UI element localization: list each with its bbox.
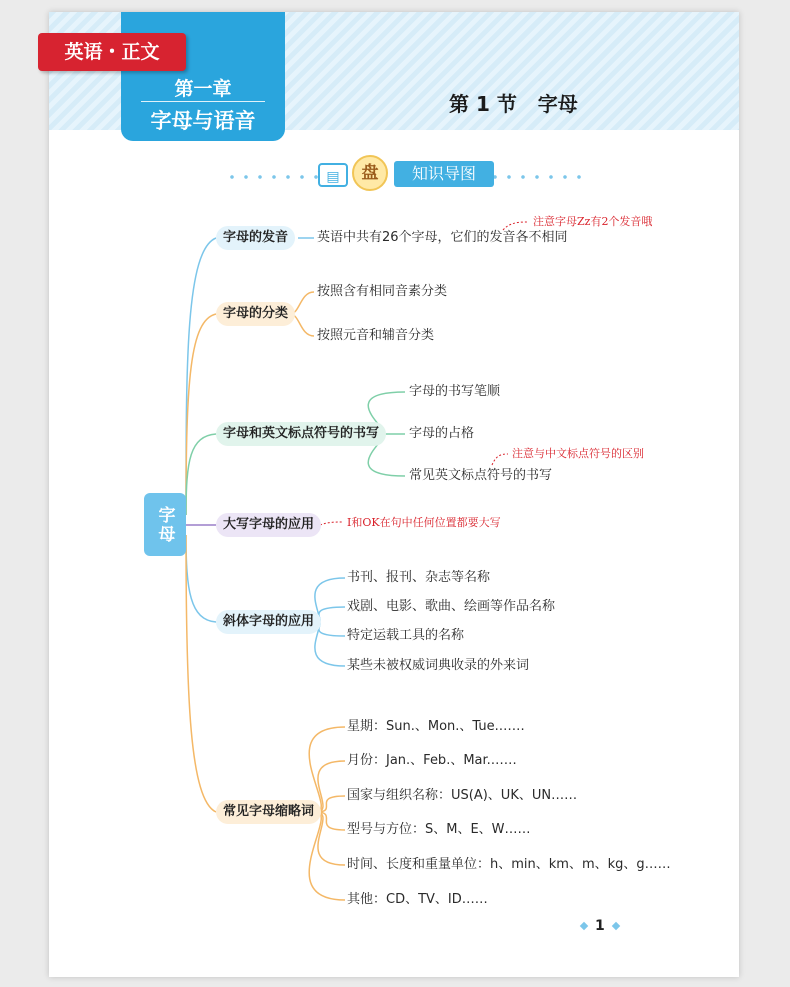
mindmap-label: 知识导图 <box>394 161 494 187</box>
annotation-note: 注意字母Zz有2个发音哦 <box>533 215 653 228</box>
leaf-item: 特定运载工具的名称 <box>347 628 465 643</box>
annotation-note: 注意与中文标点符号的区别 <box>512 447 644 460</box>
leaf-item: 国家与组织名称：US(A)、UK、UN…… <box>347 788 578 803</box>
leaf-item: 英语中共有26个字母，它们的发音各不相同 <box>317 230 568 245</box>
leaf-item: 书刊、报刊、杂志等名称 <box>347 570 491 585</box>
connector-5 <box>186 535 216 622</box>
leaf-line-5d <box>315 622 345 666</box>
leaf-item: 星期：Sun.、Mon.、Tue.…… <box>347 719 525 734</box>
connector-3 <box>186 434 216 515</box>
leaf-item: 某些未被权威词典收录的外来词 <box>347 658 530 673</box>
leaf-item: 其他：CD、TV、ID…… <box>347 892 488 907</box>
branch-classification: 字母的分类 <box>216 302 295 326</box>
note-arrow-2 <box>492 454 508 465</box>
page-number: 1 <box>595 918 605 934</box>
connector-6 <box>186 535 216 812</box>
leaf-item: 月份：Jan.、Feb.、Mar.…… <box>347 753 517 768</box>
pan-icon: 盘 <box>352 155 388 191</box>
section-title: 第 1 节 字母 <box>449 92 578 116</box>
subject-tag: 英语・正文 <box>38 33 186 71</box>
leaf-item: 按照元音和辅音分类 <box>317 328 435 343</box>
page-number-footer <box>573 918 627 934</box>
leaf-item: 常见英文标点符号的书写 <box>409 468 553 483</box>
leaf-line-6e <box>316 812 345 865</box>
annotation-note: I和OK在句中任何位置都要大写 <box>347 516 501 529</box>
connector-2 <box>186 314 216 515</box>
chapter-title: 字母与语音 <box>150 109 256 133</box>
branch-writing: 字母和英文标点符号的书写 <box>216 422 386 446</box>
leaf-item: 时间、长度和重量单位：h、min、km、m、kg、g…… <box>347 857 671 872</box>
leaf-item: 型号与方位：S、M、E、W…… <box>347 822 531 837</box>
branch-pronunciation: 字母的发音 <box>216 226 295 250</box>
diamond-icon <box>612 922 620 930</box>
leaf-item: 字母的占格 <box>409 426 475 441</box>
diamond-icon <box>580 922 588 930</box>
leaf-item: 字母的书写笔顺 <box>409 384 501 399</box>
branch-italics: 斜体字母的应用 <box>216 610 321 634</box>
branch-capitals: 大写字母的应用 <box>216 513 321 537</box>
note-arrow-3 <box>320 522 342 525</box>
leaf-item: 按照含有相同音素分类 <box>317 284 448 299</box>
leaf-item: 戏剧、电影、歌曲、绘画等作品名称 <box>347 599 556 614</box>
chapter-number: 第一章 <box>174 78 232 100</box>
branch-abbreviations: 常见字母缩略词 <box>216 800 321 824</box>
mindmap-root: 字母 <box>144 493 186 556</box>
book-icon: ▤ <box>318 163 348 187</box>
leaf-line-6b <box>316 761 345 812</box>
